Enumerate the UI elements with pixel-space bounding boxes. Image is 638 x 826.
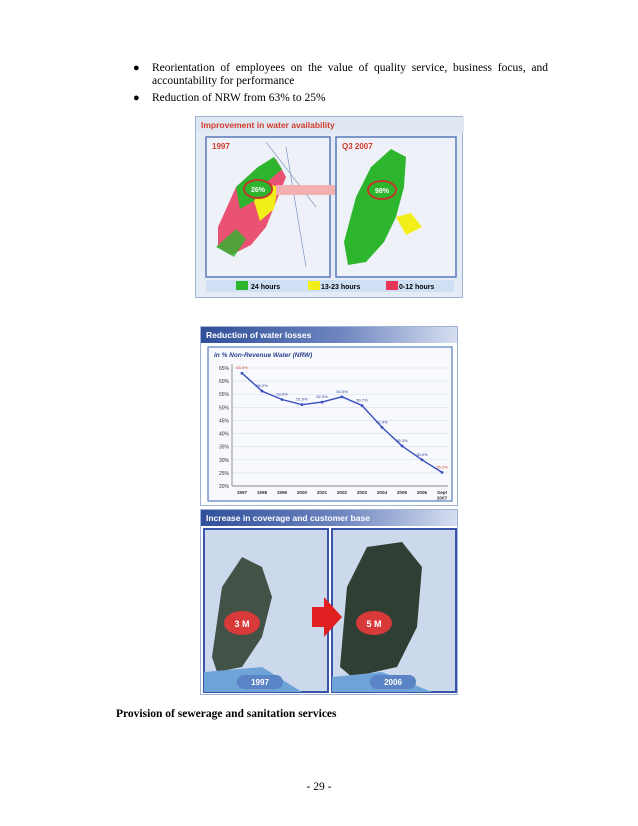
y-tick-label: 20% [218, 484, 229, 490]
left-percent: 26% [250, 187, 266, 194]
legend-label: 24 hours [251, 284, 281, 291]
data-point [261, 390, 264, 393]
data-point [381, 426, 384, 429]
data-label: 53.0% [276, 391, 288, 397]
x-tick-label: Sept 2007 [436, 490, 448, 501]
bullet-icon: ● [133, 92, 140, 104]
data-point [341, 395, 344, 398]
data-label: 42.4% [376, 419, 388, 425]
figure3-title: Increase in coverage and customer base [201, 510, 457, 526]
data-label: 52.0% [316, 394, 328, 400]
bullet-item [128, 92, 548, 105]
bullet-text: Reorientation of employees on the value of quality service, business focus, and accountability for performance [152, 62, 548, 87]
map-left-year: 1997 [212, 142, 230, 151]
x-tick-label: 2006 [416, 490, 428, 495]
coverage-figure [200, 509, 458, 695]
figure2-title: Reduction of water losses [201, 327, 457, 343]
y-tick-label: 50% [218, 405, 229, 412]
y-tick-label: 65% [218, 366, 229, 372]
x-tick-label: 2004 [376, 490, 388, 495]
map-right-year: Q3 2007 [342, 142, 373, 151]
legend-swatch [386, 281, 398, 290]
x-tick-label: 2001 [316, 490, 328, 495]
bullet-icon: ● [133, 62, 140, 74]
right-year: 2006 [384, 678, 402, 687]
data-label: 35.3% [396, 437, 408, 443]
legend-label: 0-12 hours [399, 284, 435, 291]
water-availability-maps [196, 117, 464, 299]
right-count: 5 M [366, 619, 382, 629]
data-point [401, 444, 404, 447]
data-point [301, 403, 304, 406]
y-tick-label: 30% [218, 457, 229, 464]
page-number: - 29 - [306, 781, 332, 793]
water-availability-figure [195, 116, 463, 298]
bullet-item [128, 62, 548, 88]
y-tick-label: 25% [218, 470, 229, 477]
y-tick-label: 35% [218, 444, 229, 451]
data-label: 51.0% [296, 396, 308, 402]
water-losses-figure [200, 326, 458, 506]
data-point [241, 372, 244, 375]
y-tick-label: 55% [218, 392, 229, 399]
nrw-line-chart [202, 344, 458, 506]
data-label: 63.0% [236, 365, 248, 371]
x-tick-label: 1997 [236, 490, 248, 495]
x-tick-label: 2002 [336, 490, 348, 495]
bullet-text: Reduction of NRW from 63% to 25% [152, 92, 326, 104]
bullet-list [128, 62, 548, 109]
data-label: 25.2% [436, 464, 448, 470]
legend-label: 13-23 hours [321, 284, 361, 291]
data-label: 56.2% [256, 383, 268, 389]
data-label: 30.0% [416, 451, 428, 457]
y-tick-label: 45% [218, 418, 229, 425]
data-point [281, 398, 284, 401]
data-label: 54.0% [336, 388, 348, 394]
x-tick-label: 2005 [396, 490, 408, 495]
data-label: 50.7% [356, 397, 368, 403]
y-tick-label: 60% [218, 379, 229, 386]
right-percent: 98% [374, 188, 390, 195]
data-point [441, 471, 444, 474]
x-tick-label: 1999 [276, 490, 288, 495]
left-year: 1997 [251, 678, 269, 687]
chart-title: in % Non-Revenue Water (NRW) [214, 352, 313, 359]
legend-swatch [308, 281, 320, 290]
legend-swatch [236, 281, 248, 290]
left-count: 3 M [234, 619, 250, 629]
data-point [361, 404, 364, 407]
data-point [421, 458, 424, 461]
data-point [321, 401, 324, 404]
x-tick-label: 1998 [256, 490, 268, 495]
figure1-title: Improvement in water availability [201, 120, 335, 130]
x-tick-label: 2000 [296, 490, 308, 495]
y-tick-label: 40% [218, 431, 229, 438]
coverage-maps [202, 527, 458, 695]
section-heading: Provision of sewerage and sanitation services [116, 708, 337, 720]
x-tick-label: 2003 [356, 490, 368, 495]
